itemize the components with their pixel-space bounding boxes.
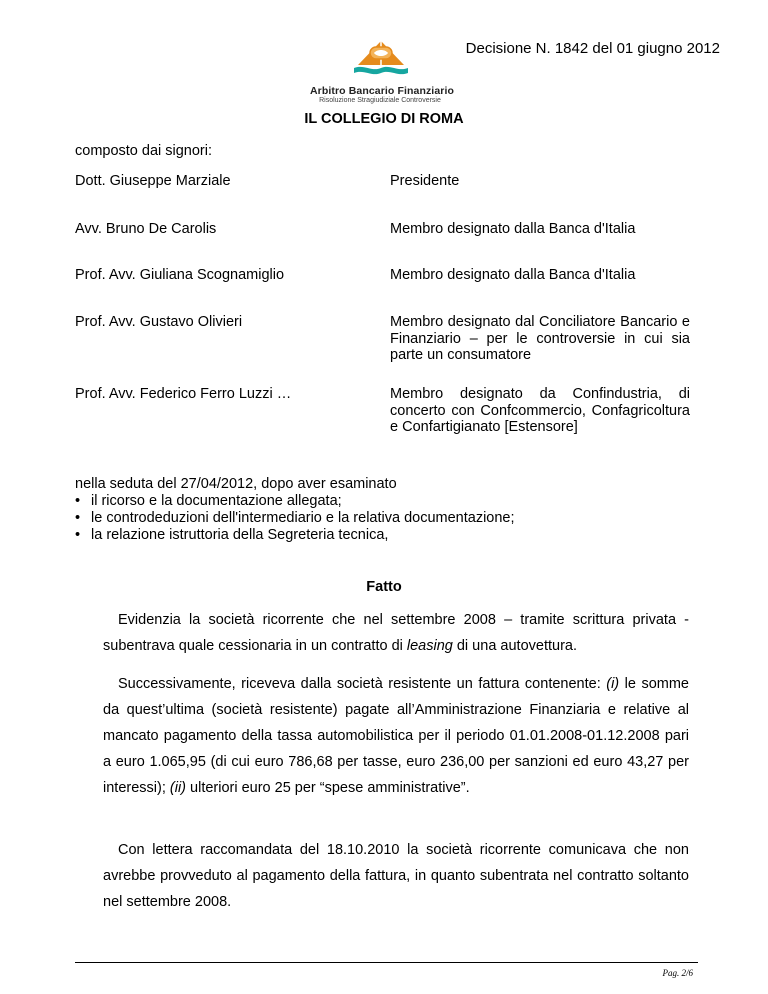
member-role: Membro designato dalla Banca d'Italia [390,267,636,283]
college-title: IL COLLEGIO DI ROMA [304,111,464,127]
member-role: Membro designato dalla Banca d'Italia [390,221,636,237]
member-name: Prof. Avv. Federico Ferro Luzzi … [75,386,292,402]
paragraph-text: Evidenzia la società ricorrente che nel settembre 2008 – tramite scrittura privata - subentrava quale cessionaria in un contratto di [103,611,689,654]
paragraph-1 [103,607,689,659]
member-role: Presidente [390,173,460,189]
member-name: Prof. Avv. Gustavo Olivieri [75,314,243,330]
paragraph-text: le somme da quest’ultima (società resistente) pagate all’Amministrazione Finanziaria e relative al mancato pagamento della tassa automobilistica per il periodo 01.01.2008-01.12.2008 pari a euro 1.065,95 (di cui euro 786,68 per tasse, euro 236,00 per sanzioni ed euro 43,27 per interessi); [103,675,689,796]
decision-reference: Decisione N. 1842 del 01 giugno 2012 [465,40,720,57]
paragraph-text: Con lettera raccomandata del 18.10.2010 la società ricorrente comunicava che non avrebbe provveduto al pagamento della fattura, in quanto subentrata nel contratto soltanto nel settembre 2008. [103,841,689,910]
bullet-icon: • [75,493,81,509]
member-name: Dott. Giuseppe Marziale [75,173,231,189]
bullet-icon: • [75,510,81,526]
list-item [75,527,515,544]
logo-name: Arbitro Bancario Finanziario [310,85,454,97]
member-name: Avv. Bruno De Carolis [75,221,217,237]
emphasis-text: leasing [406,637,453,654]
emphasis-text: (i) [606,675,620,692]
list-item [75,493,515,510]
paragraph-text: di una autovettura. [452,637,577,654]
paragraph-2 [103,671,689,801]
ship-sail-icon [350,35,412,75]
list-item-text: il ricorso e la documentazione allegata; [91,493,342,509]
page-number: Pag. 2/6 [662,968,693,978]
reviewed-documents-list [75,493,515,544]
logo-subtitle: Risoluzione Stragiudiziale Controversie [319,97,441,104]
bullet-icon: • [75,527,81,543]
abf-logo [310,35,454,104]
member-name: Prof. Avv. Giuliana Scognamiglio [75,267,285,283]
paragraph-text: Successivamente, riceveva dalla società resistente un fattura contenente: [118,675,607,692]
section-title: Fatto [366,579,402,595]
member-role: Membro designato dal Conciliatore Bancario e Finanziario – per le controversie in cui sia parte un consumatore [390,314,690,363]
footer-divider [75,962,698,963]
member-role: Membro designato da Confindustria, di concerto con Confcommercio, Confagricoltura e Confartigianato [Estensore] [390,386,690,435]
seduta-text: nella seduta del 27/04/2012, dopo aver esaminato [75,476,397,492]
list-item-text: le controdeduzioni dell'intermediario e la relativa documentazione; [91,510,515,526]
emphasis-text: (ii) [169,779,186,796]
intro-text: composto dai signori: [75,143,213,159]
list-item-text: la relazione istruttoria della Segreteria tecnica, [91,527,389,543]
paragraph-text: ulteriori euro 25 per “spese amministrative”. [186,779,470,796]
paragraph-3 [103,837,689,915]
list-item [75,510,515,527]
